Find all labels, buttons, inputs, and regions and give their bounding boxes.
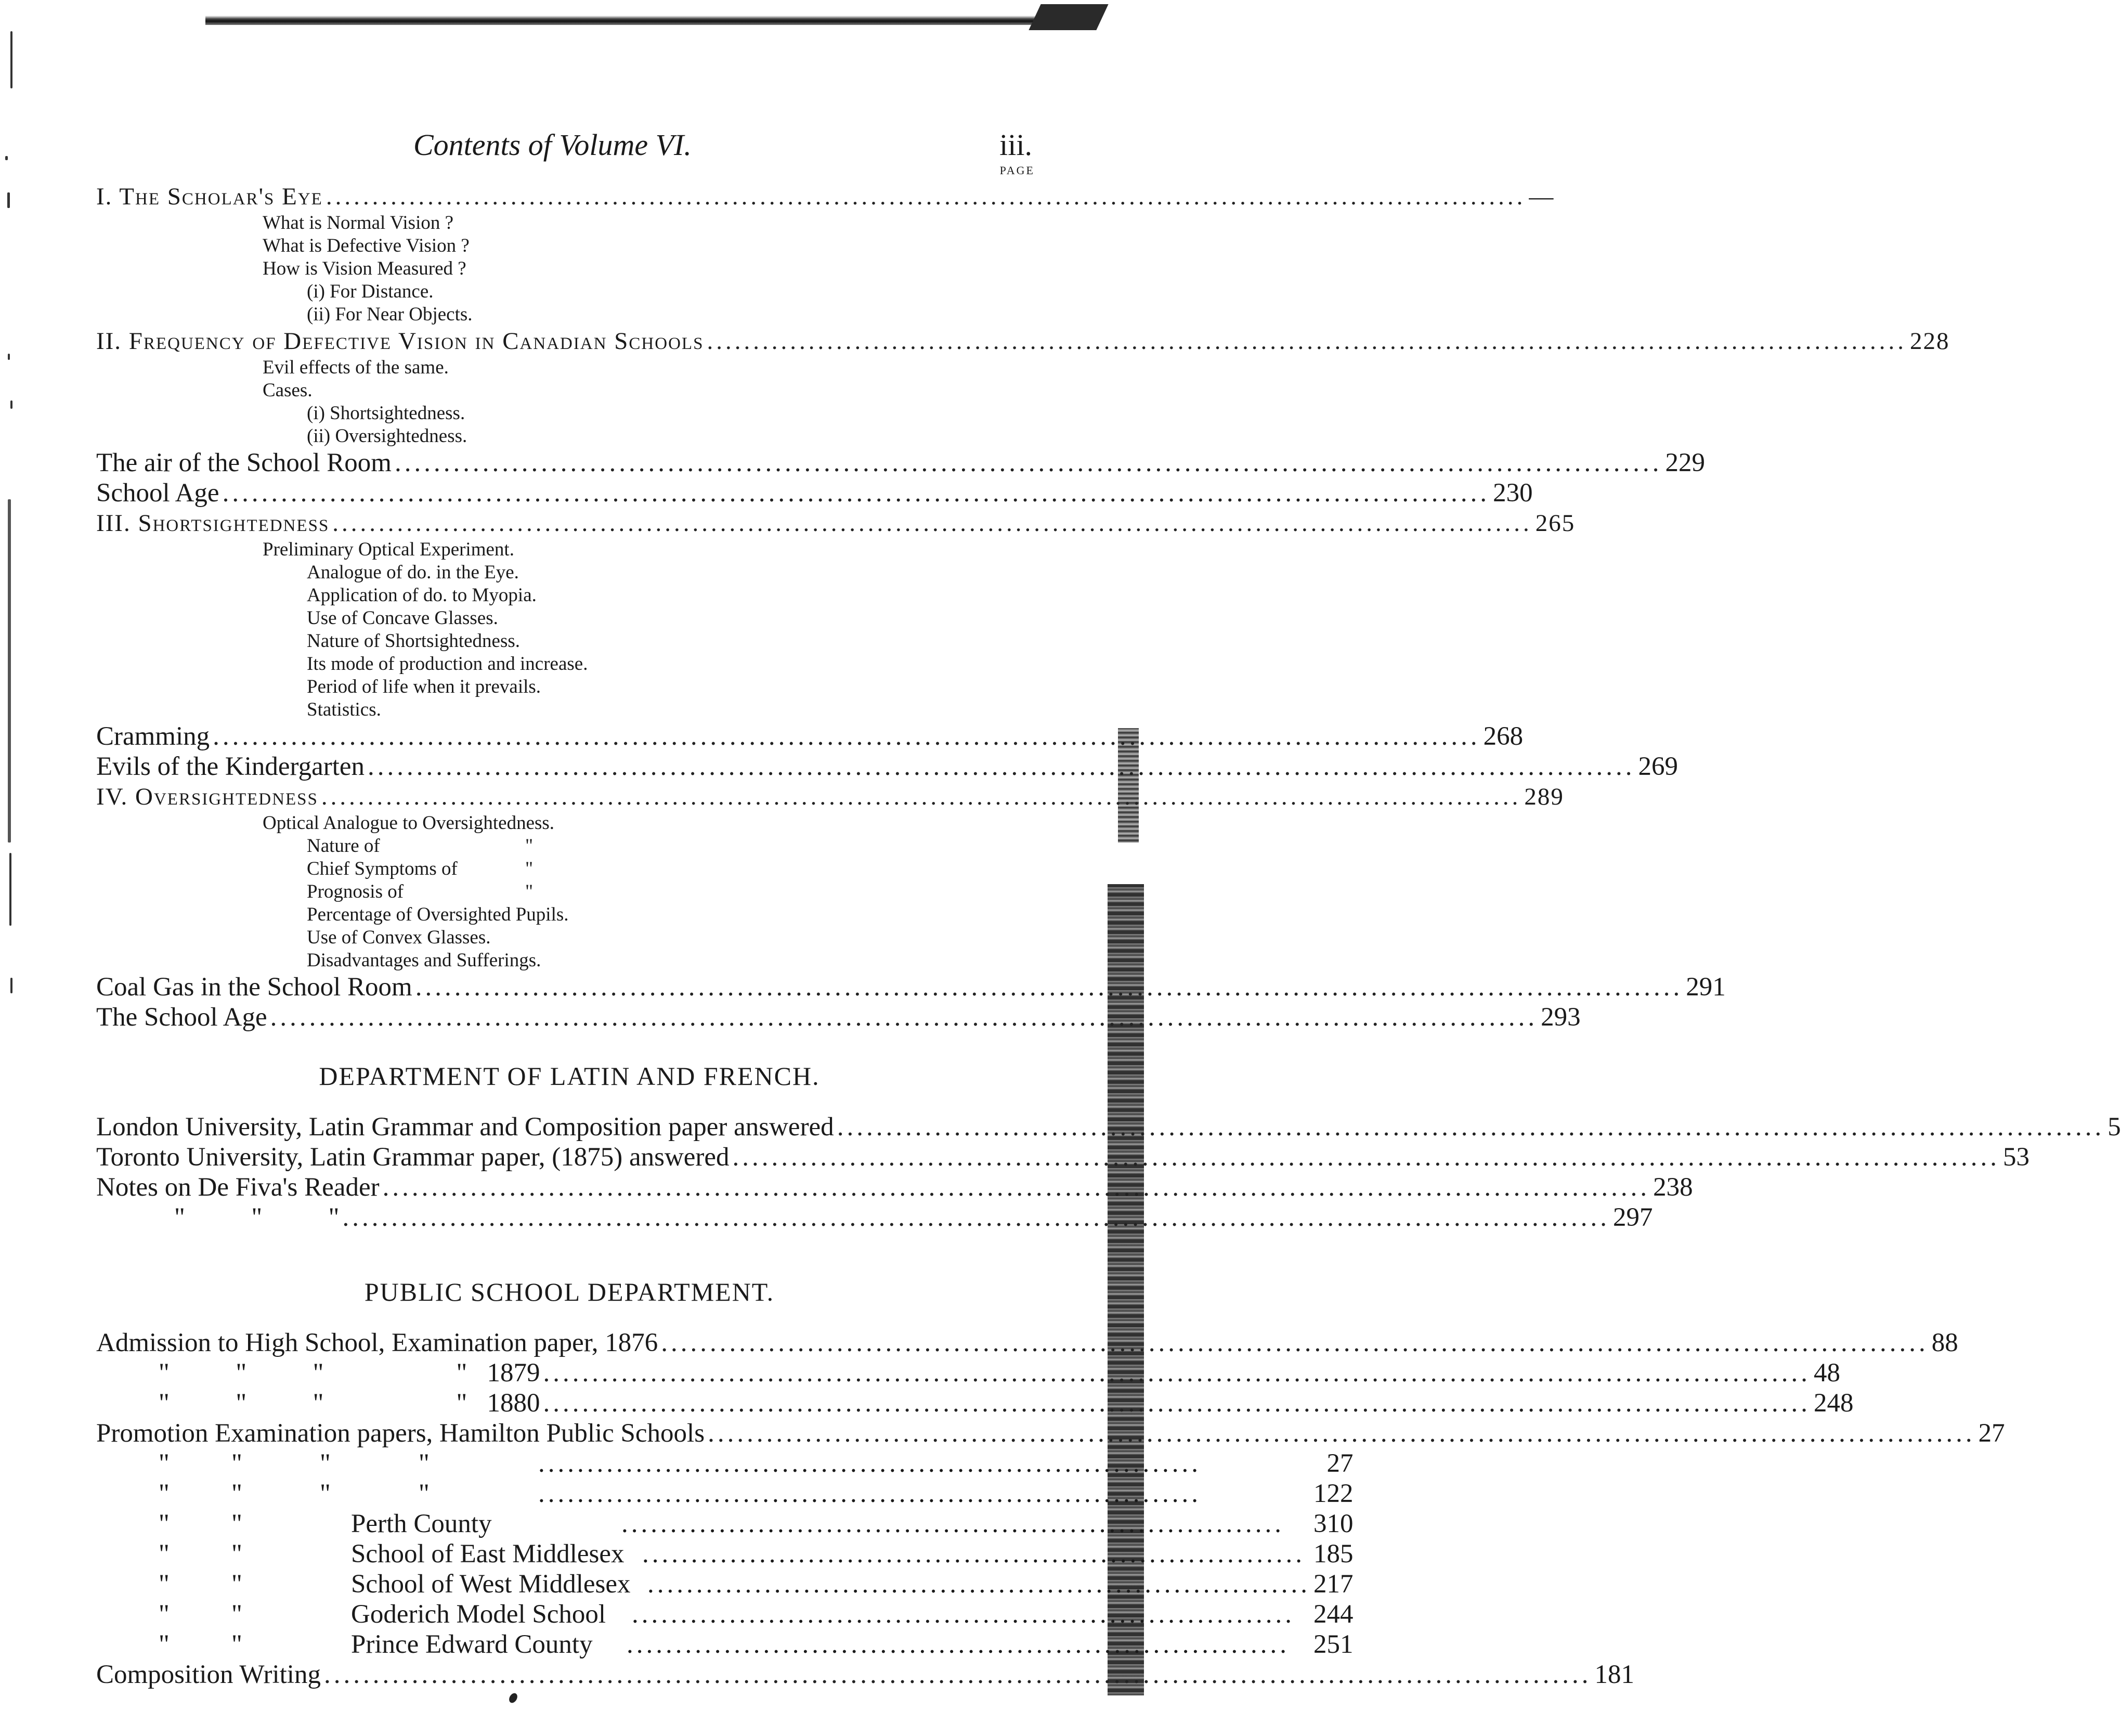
section-label: II. Frequency of Defective Vision in Canadian Schools bbox=[96, 328, 704, 355]
ditto-mark: " bbox=[231, 1509, 242, 1538]
leader-dots: .................................................................................................................................. bbox=[382, 1173, 1650, 1202]
ditto-mark: " bbox=[525, 881, 533, 902]
page-ref: 229 bbox=[1665, 448, 1705, 477]
entry-label: School Age bbox=[96, 478, 219, 508]
entry-label: Cramming bbox=[96, 722, 210, 751]
leader-dots: .................................................................................................................................. bbox=[342, 1203, 1610, 1232]
leader-dots: .................................................................................................................................. bbox=[661, 1328, 1929, 1357]
top-rule bbox=[205, 16, 1097, 25]
sub-sub-item: Statistics. bbox=[307, 699, 381, 720]
ditto-mark: " bbox=[159, 1630, 170, 1659]
sub-sub-item: Percentage of Oversighted Pupils. bbox=[307, 904, 569, 925]
page-column-label: PAGE bbox=[999, 164, 1035, 177]
page-ref: 27 bbox=[1326, 1449, 1354, 1478]
toc-entry bbox=[96, 1660, 1634, 1690]
leader-dots: .................................................................... bbox=[627, 1630, 1290, 1659]
entry-label: London University, Latin Grammar and Composition paper answered bbox=[96, 1112, 834, 1142]
entry-label: Evils of the Kindergarten bbox=[96, 752, 365, 781]
sub-sub-item: Chief Symptoms of bbox=[307, 858, 458, 879]
entry-label: The air of the School Room bbox=[96, 448, 392, 477]
page-ref: 181 bbox=[1594, 1660, 1634, 1689]
sub-sub-item: (ii) For Near Objects. bbox=[307, 304, 473, 325]
leader-dots: .................................................................................................................................. bbox=[323, 1660, 1592, 1689]
toc-entry bbox=[96, 448, 1705, 478]
page-ref: 88 bbox=[1931, 1328, 1958, 1357]
toc-entry bbox=[96, 1112, 2121, 1142]
entry-label: Admission to High School, Examination paper, 1876 bbox=[96, 1328, 658, 1357]
entry-label: Notes on De Fiva's Reader bbox=[96, 1173, 380, 1202]
page-ref: 185 bbox=[1313, 1539, 1354, 1569]
entry-label: " " " " 1879 bbox=[159, 1358, 540, 1388]
ditto-mark: " bbox=[159, 1509, 170, 1538]
ditto-mark: " bbox=[320, 1479, 331, 1508]
sub-sub-item: Nature of bbox=[307, 835, 380, 857]
toc-entry bbox=[96, 182, 1555, 212]
ditto-mark: " bbox=[159, 1479, 170, 1508]
toc-entry bbox=[96, 752, 1678, 782]
page-number: iii. bbox=[999, 128, 1032, 162]
ditto-mark bbox=[257, 1569, 351, 1599]
sub-sub-item: Analogue of do. in the Eye. bbox=[307, 562, 519, 583]
toc-entry bbox=[96, 721, 1524, 752]
leader-dots: .................................................................... bbox=[621, 1509, 1284, 1538]
leader-dots: .................................................................................................................................. bbox=[415, 973, 1683, 1002]
leader-dots: .................................................................................................................................. bbox=[270, 1003, 1538, 1032]
ditto-mark: " bbox=[231, 1570, 242, 1599]
leader-dots: .................................................................................................................................. bbox=[543, 1389, 1811, 1418]
section-label: III. Shortsightedness bbox=[96, 510, 330, 537]
page-ref: 268 bbox=[1483, 722, 1524, 751]
toc-entry bbox=[96, 1418, 2005, 1448]
page-ref: 297 bbox=[1612, 1203, 1653, 1232]
page-ref: 310 bbox=[1313, 1509, 1354, 1538]
leader-dots: .................................................................................................................................. bbox=[837, 1112, 2105, 1142]
sub-sub-item: (i) Shortsightedness. bbox=[307, 403, 465, 424]
entry-label: Goderich Model School bbox=[351, 1600, 606, 1629]
ditto-mark bbox=[257, 1509, 351, 1539]
leader-dots: .................................................................................................................................. bbox=[213, 722, 1480, 751]
sub-item: What is Defective Vision ? bbox=[263, 235, 470, 256]
page-title: Contents of Volume VI. bbox=[413, 128, 692, 162]
toc-entry bbox=[96, 508, 1576, 538]
leader-dots: .................................................................................................................................. bbox=[394, 448, 1662, 477]
ditto-mark: " bbox=[231, 1630, 242, 1659]
ditto-mark: " bbox=[320, 1449, 331, 1478]
left-margin-marks bbox=[0, 0, 31, 1736]
toc-entry bbox=[96, 972, 1726, 1002]
page-ref: 244 bbox=[1313, 1600, 1354, 1629]
ditto-mark: " bbox=[159, 1570, 170, 1599]
leader-dots: .................................................................................................................................. bbox=[321, 783, 1521, 810]
page-ref: 251 bbox=[1313, 1630, 1354, 1659]
page-ref: 122 bbox=[1313, 1479, 1354, 1508]
page-ref-cell bbox=[538, 1448, 1354, 1479]
entry-label: School of East Middlesex bbox=[351, 1539, 624, 1569]
page-ref-cell bbox=[538, 1479, 1354, 1509]
ditto-mark bbox=[257, 1539, 351, 1569]
entry-label: " " " " 1880 bbox=[159, 1389, 540, 1418]
leader-dots: .................................................................... bbox=[632, 1600, 1295, 1629]
leader-dots: .................................................................................................................................. bbox=[732, 1143, 2000, 1172]
sub-sub-item: (i) For Distance. bbox=[307, 281, 434, 302]
leader-dots: .................................................................... bbox=[538, 1479, 1201, 1508]
ditto-mark: " bbox=[231, 1449, 242, 1478]
toc-entry bbox=[96, 1202, 1653, 1233]
page-ref: 269 bbox=[1638, 752, 1678, 781]
toc-entry bbox=[96, 1328, 1958, 1358]
entry-label: Prince Edward County bbox=[351, 1630, 593, 1659]
sub-item: Optical Analogue to Oversightedness. bbox=[263, 812, 555, 834]
sub-sub-item: Its mode of production and increase. bbox=[307, 653, 588, 675]
ditto-mark: " bbox=[159, 1449, 170, 1478]
toc-entry bbox=[96, 478, 1533, 508]
page-ref-cell bbox=[538, 1629, 1354, 1660]
leader-dots: .................................................................................................................................. bbox=[326, 183, 1526, 210]
sub-item: Evil effects of the same. bbox=[263, 357, 449, 378]
entry-label: The School Age bbox=[96, 1003, 267, 1032]
leader-dots: .................................................................................................................................. bbox=[708, 1419, 1975, 1448]
section-label: IV. Oversightedness bbox=[96, 783, 318, 810]
sub-item: Cases. bbox=[263, 380, 313, 401]
toc-entry bbox=[96, 1358, 1841, 1388]
ditto-mark: " bbox=[159, 1539, 170, 1569]
department-heading: DEPARTMENT OF LATIN AND FRENCH. bbox=[319, 1061, 820, 1091]
ditto-mark bbox=[257, 1629, 351, 1660]
leader-dots: .................................................................................................................................. bbox=[707, 328, 1907, 355]
page-ref: 5 bbox=[2107, 1112, 2121, 1142]
ditto-mark: " bbox=[231, 1600, 242, 1629]
ditto-mark: " bbox=[231, 1539, 242, 1569]
toc-entry bbox=[96, 782, 1564, 812]
page-ref: 27 bbox=[1978, 1419, 2005, 1448]
entry-label: School of West Middlesex bbox=[351, 1570, 631, 1599]
page-ref: 289 bbox=[1524, 783, 1564, 810]
ditto-mark: " bbox=[525, 835, 533, 857]
ditto-mark: " bbox=[419, 1449, 430, 1478]
page-ref: 291 bbox=[1686, 973, 1726, 1002]
entry-label: Perth County bbox=[351, 1509, 492, 1538]
sub-sub-item: Use of Concave Glasses. bbox=[307, 607, 498, 629]
page-ref: 217 bbox=[1313, 1570, 1354, 1599]
page-ref: 48 bbox=[1814, 1358, 1841, 1388]
sub-sub-item: (ii) Oversightedness. bbox=[307, 425, 467, 447]
entry-label: Promotion Examination papers, Hamilton Public Schools bbox=[96, 1419, 705, 1448]
page-ref-cell bbox=[538, 1539, 1354, 1569]
ditto-mark: " bbox=[231, 1479, 242, 1508]
ink-speck bbox=[508, 1692, 519, 1704]
sub-sub-item: Nature of Shortsightedness. bbox=[307, 630, 521, 652]
ditto-table bbox=[96, 835, 1043, 903]
ditto-mark: " bbox=[419, 1479, 430, 1508]
entry-label: Coal Gas in the School Room bbox=[96, 973, 412, 1002]
page-ref: 248 bbox=[1814, 1389, 1854, 1418]
ditto-mark: " bbox=[159, 1600, 170, 1629]
toc-entry bbox=[96, 1002, 1581, 1032]
sub-sub-item: Period of life when it prevails. bbox=[307, 676, 541, 697]
sub-sub-item: Use of Convex Glasses. bbox=[307, 927, 491, 948]
page-header bbox=[96, 117, 1043, 164]
department-heading: PUBLIC SCHOOL DEPARTMENT. bbox=[364, 1277, 775, 1306]
promotion-table bbox=[96, 1448, 1354, 1660]
entry-label: Composition Writing bbox=[96, 1660, 321, 1689]
sub-sub-item: Application of do. to Myopia. bbox=[307, 585, 537, 606]
page-ref: 265 bbox=[1535, 510, 1576, 537]
leader-dots: .................................................................... bbox=[647, 1570, 1310, 1599]
sub-sub-item: Disadvantages and Sufferings. bbox=[307, 950, 541, 971]
sub-sub-item: Prognosis of bbox=[307, 881, 404, 902]
page-ref: — bbox=[1529, 183, 1555, 210]
toc-entry bbox=[96, 326, 1950, 356]
page-ref: 238 bbox=[1653, 1173, 1693, 1202]
sub-item: What is Normal Vision ? bbox=[263, 212, 454, 234]
entry-label: Toronto University, Latin Grammar paper, (1875) answered bbox=[96, 1143, 730, 1172]
page-ref: 230 bbox=[1493, 478, 1533, 508]
toc-entry bbox=[96, 1172, 1693, 1202]
entry-label: " " " bbox=[174, 1203, 340, 1232]
leader-dots: .................................................................... bbox=[642, 1539, 1305, 1569]
leader-dots: .................................................................................................................................. bbox=[332, 510, 1532, 537]
ditto-mark bbox=[257, 1599, 351, 1629]
page-ref: 293 bbox=[1541, 1003, 1581, 1032]
leader-dots: .................................................................................................................................. bbox=[543, 1358, 1811, 1388]
page-ref-cell bbox=[538, 1599, 1354, 1629]
contents-page bbox=[96, 117, 2121, 1690]
sub-item: Preliminary Optical Experiment. bbox=[263, 539, 514, 560]
section-label: I. The Scholar's Eye bbox=[96, 183, 323, 210]
leader-dots: .................................................................... bbox=[538, 1449, 1201, 1478]
sub-item: How is Vision Measured ? bbox=[263, 258, 466, 279]
toc-entry bbox=[96, 1142, 2030, 1172]
page-ref-cell bbox=[538, 1509, 1354, 1539]
leader-dots: .................................................................................................................................. bbox=[368, 752, 1635, 781]
ditto-mark: " bbox=[525, 858, 533, 879]
page-ref: 53 bbox=[2003, 1143, 2030, 1172]
page-ref: 228 bbox=[1909, 328, 1950, 355]
toc-entry bbox=[96, 1388, 1854, 1418]
page-ref-cell bbox=[538, 1569, 1354, 1599]
leader-dots: .................................................................................................................................. bbox=[222, 478, 1490, 508]
